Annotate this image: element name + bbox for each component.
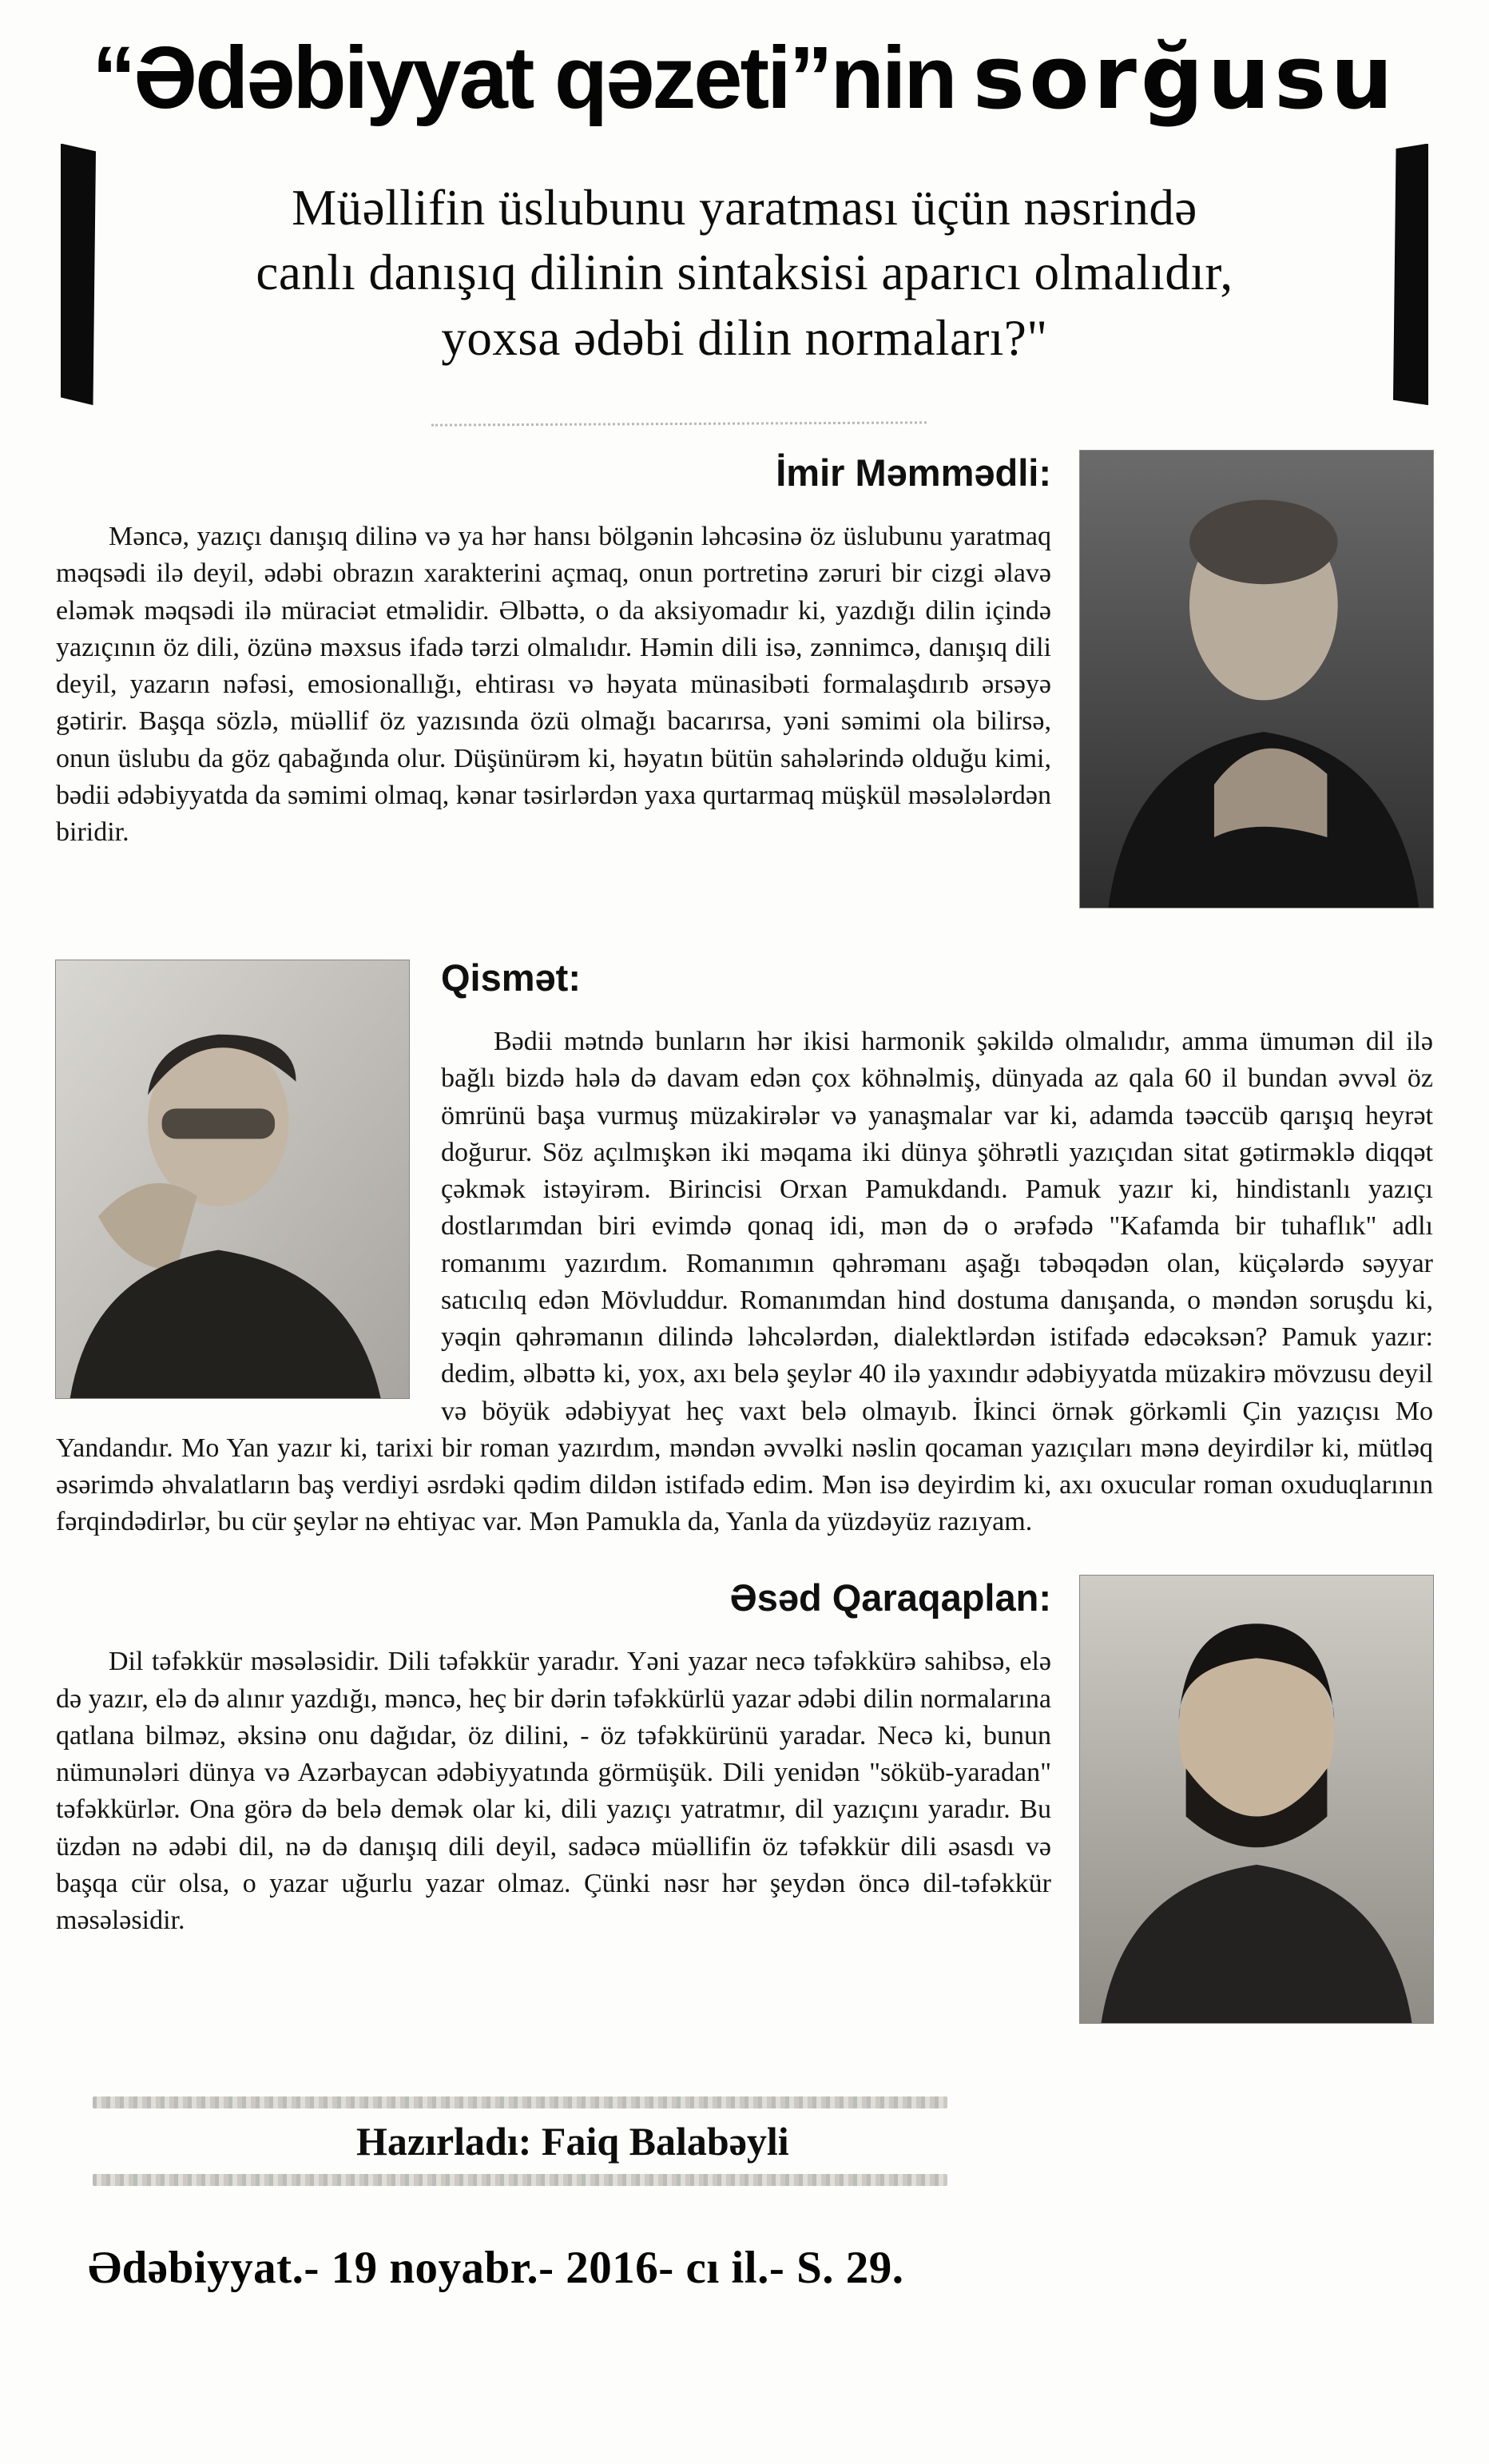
question-line-2: canlı danışıq dilinin sintaksisi aparıcı olmalıdır, (256, 244, 1233, 301)
question-box-right-bar (1393, 144, 1428, 406)
portrait-photo-2 (56, 960, 409, 1398)
prepared-by-block (93, 2096, 947, 2186)
question-box-left-bar (61, 144, 96, 406)
section-imir-memmedli (56, 451, 1433, 920)
prepared-by-text: Hazırladı: Faiq Balabəyli (356, 2119, 789, 2164)
page-title (56, 26, 1433, 129)
section-heading-esed: Əsəd Qaraqaplan: (729, 1576, 1051, 1619)
section-body-qismet: Bədii mətndə bunların hər ikisi harmonik şəkildə olmalıdır, amma ümumən dil ilə bağlı bizdə hələ də davam edən çox köhnəlmiş, dünyada az qala 60 il bundan əvvəl öz ömrünü başa vurmuş müzakirələr və yanaşmalar var ki, adamda təəccüb qarışıq heyrət doğurur. Söz açılmışkən iki məqama iki dünya şöhrətli yazıçıdan sitat gətirməklə diqqət çəkmək istəyirəm. Birincisi Orxan Pamukdandı. Pamuk yazır ki, hindistanlı yazıçı dostlarımdan biri evimdə qonaq idi, mən də o ərəfədə "Kafamda bir tuhaflık" adlı romanımı yazırdım. Romanımın qəhrəmanı aşağı təbəqədən olan, küçələrdə səyyar satıcılıq edən Mövluddur. Romanımdan hind dostuma danışanda, o məndən soruşdu ki, yəqin qəhrəmanın dilində ləhcələrdən, dialektlərdən istifadə edəcəksən? Pamuk yazır: dedim, əlbəttə ki, yox, axı belə şeylər 40 ilə yaxındır ədəbiyyatda müzakirə mövzusu deyil və böyük ədəbiyyat heç vaxt belə olmayıb. İkinci örnək görkəmli Çin yazıçısı Mo Yandandır. Mo Yan yazır ki, tarixi bir roman yazırdım, məndən əvvəlki nəslin qocaman yazıçıları mənə deyirdilər ki, mütləq əsərimdə əhvalatların baş verdiyi əsrdəki qədim dildən istifadə edim. Mən isə deyirdim ki, axı oxucular roman oxuduqlarının fərqindədirlər, bu cür şeylər nə ehtiyac var. Mən Pamukla da, Yanla da yüzdəyüz razıyam. (56, 1027, 1433, 1537)
citation-line: Ədəbiyyat.- 19 noyabr.- 2016- cı il.- S. 29. (88, 2243, 904, 2294)
section-heading-qismet: Qismət: (441, 956, 581, 1000)
texture-stripe-top (93, 2096, 947, 2108)
masthead-part1: “Ədəbiyyat qəzeti”nin (92, 29, 955, 127)
imir-memmedli-photo (1080, 451, 1433, 908)
section-body-imir: Məncə, yazıçı danışıq dilinə və ya hər hansı bölgənin ləhcəsinə öz üslubunu yaratmaq məqsədi ilə deyil, ədəbi obrazın xarakterini açmaq, onun portretinə zəruri bir cizgi əlavə eləmək məqsədi ilə müraciət etməlidir. Əlbəttə, o da aksiyomadır ki, yazdığı dilin içində yazıçının öz dili, özünə məxsus ifadə tərzi olmalıdır. Həmin dili isə, zənnimcə, danışıq dili deyil, yazarın nəfəsi, emosionallığı, ehtirası və həyata münasibəti formalaşdırıb ərsəyə gətirir. Başqa sözlə, müəllif öz yazısında özü olmağı bacarırsa, yəni səmimi ola bilirsə, onun üslubu da göz qabağında olur. Düşünürəm ki, həyatın bütün sahələrində olduğu kimi, bədii ədəbiyyatda da səmimi olmaq, kənar təsirlərdən yaxa qurtarmaq müşkül məsələlərdən biridir. (56, 522, 1051, 848)
section-body-esed: Dil təfəkkür məsələsidir. Dili təfəkkür yaradır. Yəni yazar necə təfəkkürə sahibsə, elə də yazır, elə də alınır yazdığı, məncə, heç bir dərin təfəkkürlü yazar ədəbi dilin normalarına qatlana bilməz, əksinə onu dağıdar, öz dilini, - öz təfəkkürünü yaradar. Necə ki, bunun nümunələri dünya və Azərbaycan ədəbiyyatında görmüşük. Dili yenidən "söküb-yaradan" təfəkkürlər. Ona görə də belə demək olar ki, dili yazıçı yatratmır, dil yazıçını yaradır. Bu üzdən nə ədəbi dil, nə də danışıq dili deyil, sadəcə müəllifin öz təfəkkür dili əsasdı və başqa cür olsa, o yazar uğurlu yazar olmaz. Çünki nəsr hər şeydən öncə dil-təfəkkür məsələsidir. (56, 1647, 1051, 1936)
question-box (61, 152, 1428, 399)
question-line-1: Müəllifin üslubunu yaratması üçün nəsrində (292, 179, 1197, 236)
masthead-part2: sorğusu (972, 26, 1397, 129)
scan-artifact-line (431, 422, 927, 431)
question-line-3: yoxsa ədəbi dilin normaları?" (441, 310, 1048, 367)
section-heading-imir: İmir Məmmədli: (776, 451, 1051, 495)
portrait-photo-3 (1080, 1576, 1433, 2023)
portrait-photo-1 (1080, 451, 1433, 908)
esed-qaraqaplan-photo (1080, 1576, 1433, 2023)
section-esed-qaraqaplan (56, 1576, 1433, 2036)
texture-stripe-bottom (93, 2174, 947, 2186)
question-text (137, 176, 1352, 372)
section-qismet (56, 956, 1433, 1540)
qismet-photo (56, 960, 409, 1398)
